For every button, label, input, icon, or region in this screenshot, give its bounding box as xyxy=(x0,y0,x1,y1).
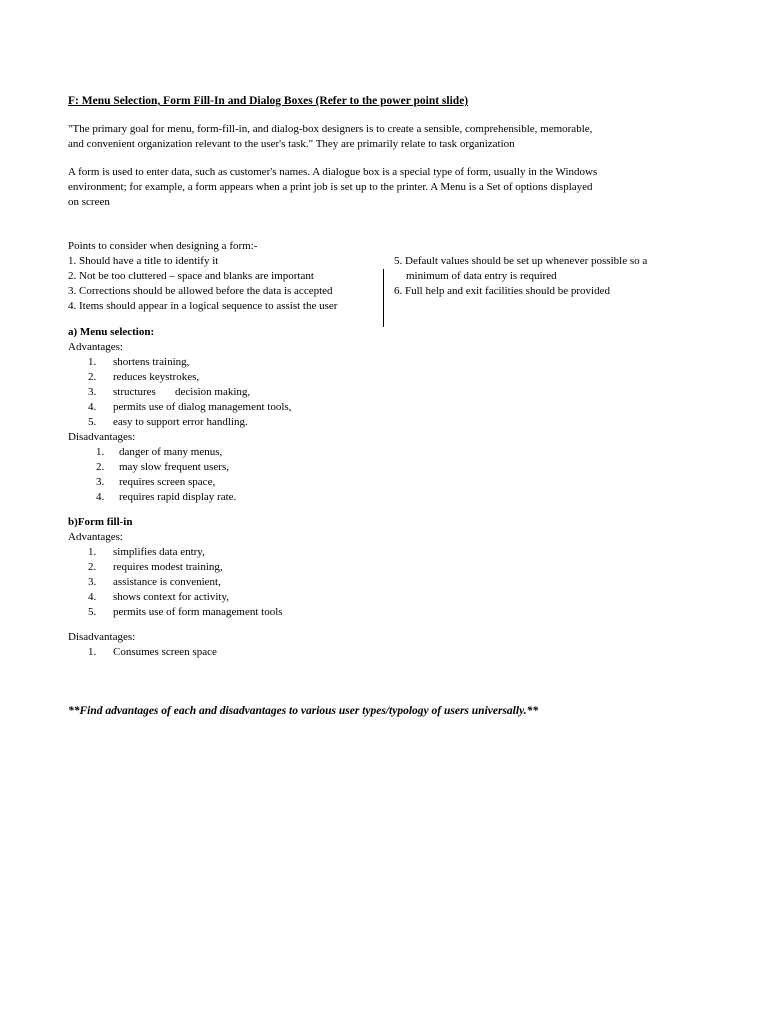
item-text: assistance is convenient, xyxy=(113,576,221,588)
paragraph-line: environment; for example, a form appears when a print job is set up to the printer. A Menu is a Set of options displayed xyxy=(68,181,593,193)
item-text: permits use of dialog management tools, xyxy=(113,401,292,413)
point-item-continued: minimum of data entry is required xyxy=(406,270,557,282)
list-item xyxy=(68,475,688,490)
item-text: requires modest training, xyxy=(113,561,223,573)
advantages-label: Advantages: xyxy=(68,531,123,543)
form-advantages-list xyxy=(68,545,688,620)
form-design-points xyxy=(68,239,688,314)
disadvantages-label: Disadvantages: xyxy=(68,431,136,443)
item-text: may slow frequent users, xyxy=(119,461,229,473)
list-item xyxy=(68,385,688,400)
item-number: 2. xyxy=(88,561,97,573)
definition-paragraph xyxy=(68,165,688,210)
item-text: Consumes screen space xyxy=(113,646,217,658)
item-text: shortens training, xyxy=(113,356,190,368)
item-number: 3. xyxy=(88,386,97,398)
item-number: 4. xyxy=(96,491,105,503)
item-text: requires rapid display rate. xyxy=(119,491,237,503)
points-title: Points to consider when designing a form:- xyxy=(68,240,258,252)
menu-disadvantages-list xyxy=(68,445,688,505)
item-text: simplifies data entry, xyxy=(113,546,205,558)
item-number: 2. xyxy=(88,371,97,383)
point-item: 1. Should have a title to identify it xyxy=(68,255,219,267)
item-number: 1. xyxy=(88,356,97,368)
list-item xyxy=(68,575,688,590)
menu-advantages-list xyxy=(68,355,688,430)
paragraph-line: A form is used to enter data, such as customer's names. A dialogue box is a special type of form, usually in the Windows xyxy=(68,166,598,178)
item-number: 2. xyxy=(96,461,105,473)
item-number: 3. xyxy=(96,476,105,488)
item-text: permits use of form management tools xyxy=(113,606,283,618)
list-item xyxy=(68,545,688,560)
item-text: easy to support error handling. xyxy=(113,416,248,428)
menu-selection-title: a) Menu selection: xyxy=(68,326,155,338)
item-text: danger of many menus, xyxy=(119,446,223,458)
item-number: 4. xyxy=(88,591,97,603)
paragraph-line: "The primary goal for menu, form-fill-in, and dialog-box designers is to create a sensible, comprehensible, memorable, xyxy=(68,123,593,135)
list-item xyxy=(68,590,688,605)
point-item: 6. Full help and exit facilities should be provided xyxy=(394,285,610,297)
list-item xyxy=(68,560,688,575)
list-item xyxy=(68,490,688,505)
points-columns xyxy=(68,254,688,314)
list-item xyxy=(68,645,688,660)
points-right-column xyxy=(394,254,694,299)
list-item xyxy=(68,445,688,460)
list-item xyxy=(68,460,688,475)
paragraph-line: on screen xyxy=(68,196,110,208)
menu-selection-section xyxy=(68,325,688,505)
form-fill-title: b)Form fill-in xyxy=(68,516,133,528)
list-item xyxy=(68,605,688,620)
intro-paragraph xyxy=(68,122,688,152)
item-number: 5. xyxy=(88,606,97,618)
list-item xyxy=(68,400,688,415)
item-number: 1. xyxy=(96,446,105,458)
disadvantages-label: Disadvantages: xyxy=(68,631,136,643)
item-text: reduces keystrokes, xyxy=(113,371,200,383)
item-number: 1. xyxy=(88,546,97,558)
list-item xyxy=(68,355,688,370)
form-disadvantages-section xyxy=(68,630,688,660)
point-item: 4. Items should appear in a logical sequence to assist the user xyxy=(68,300,338,312)
item-number: 1. xyxy=(88,646,97,658)
list-item xyxy=(68,370,688,385)
item-number: 4. xyxy=(88,401,97,413)
paragraph-line: and convenient organization relevant to the user's task." They are primarily relate to task organization xyxy=(68,138,515,150)
item-number: 5. xyxy=(88,416,97,428)
point-item: 3. Corrections should be allowed before the data is accepted xyxy=(68,285,333,297)
column-divider xyxy=(383,269,384,327)
point-item: 2. Not be too cluttered – space and blanks are important xyxy=(68,270,314,282)
form-fill-section xyxy=(68,515,688,620)
point-item: 5. Default values should be set up whenever possible so a xyxy=(394,255,648,267)
form-disadvantages-list xyxy=(68,645,688,660)
item-text: requires screen space, xyxy=(119,476,216,488)
section-heading: F: Menu Selection, Form Fill-In and Dialog Boxes (Refer to the power point slide) xyxy=(68,95,469,107)
points-left-column xyxy=(68,254,378,314)
item-number: 3. xyxy=(88,576,97,588)
item-text: shows context for activity, xyxy=(113,591,229,603)
list-item xyxy=(68,415,688,430)
item-text: structures decision making, xyxy=(113,386,251,398)
advantages-label: Advantages: xyxy=(68,341,123,353)
final-note: **Find advantages of each and disadvantages to various user types/typology of users universally.** xyxy=(68,705,539,717)
